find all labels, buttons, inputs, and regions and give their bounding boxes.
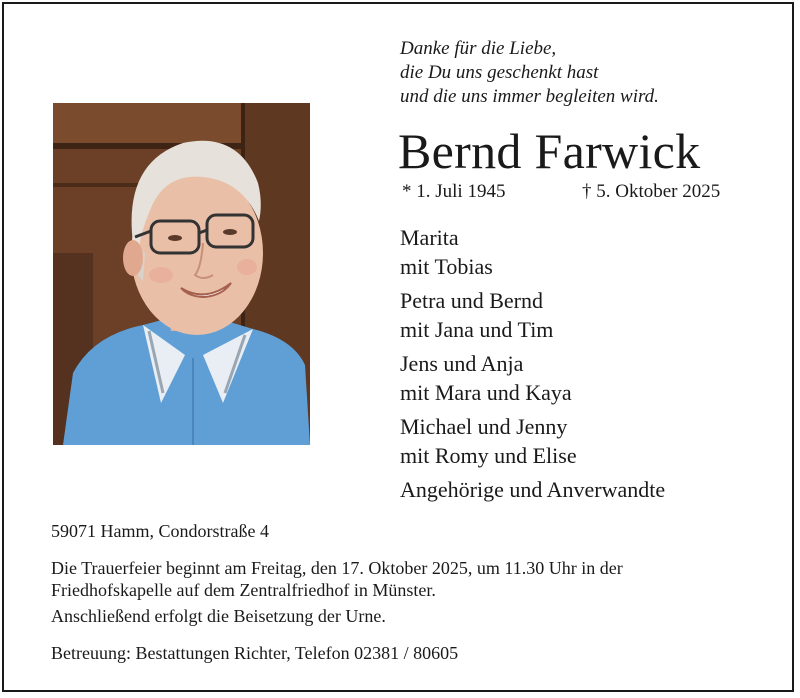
- urn-burial-text: Anschließend erfolgt die Beisetzung der Urne.: [51, 606, 386, 626]
- family-address: 59071 Hamm, Condorstraße 4: [51, 521, 269, 541]
- family-group: [400, 476, 665, 505]
- family-group: [400, 287, 665, 344]
- birth-date: * 1. Juli 1945: [402, 181, 506, 202]
- funeral-ceremony-text: [51, 557, 791, 601]
- family-group: [400, 350, 665, 407]
- quote-line: die Du uns geschenkt hast: [400, 62, 599, 83]
- ceremony-line: Die Trauerfeier beginnt am Freitag, den 17. Oktober 2025, um 11.30 Uhr in der: [51, 558, 623, 578]
- family-line: Angehörige und Anverwandte: [400, 477, 666, 502]
- family-line: Michael und Jenny: [400, 414, 568, 439]
- portrait-photo: [53, 103, 310, 445]
- obituary-notice: [2, 2, 794, 692]
- death-date: † 5. Oktober 2025: [582, 181, 721, 202]
- quote-line: Danke für die Liebe,: [400, 38, 557, 59]
- family-group: [400, 224, 665, 281]
- family-line: mit Tobias: [400, 253, 493, 279]
- family-line: Petra und Bernd: [400, 288, 543, 313]
- ceremony-line: Friedhofskapelle auf dem Zentralfriedhof in Münster.: [51, 580, 436, 600]
- deceased-name: Bernd Farwick: [398, 123, 701, 179]
- family-line: Marita: [400, 225, 459, 250]
- family-line: mit Mara und Kaya: [400, 379, 572, 405]
- family-line: mit Jana und Tim: [400, 316, 554, 342]
- family-group: [400, 413, 665, 470]
- memorial-quote: [400, 37, 659, 109]
- family-list: [400, 224, 665, 511]
- funeral-home-text: Betreuung: Bestattungen Richter, Telefon 02381 / 80605: [51, 643, 459, 663]
- family-line: mit Romy und Elise: [400, 442, 577, 468]
- family-line: Jens und Anja: [400, 351, 524, 376]
- quote-line: und die uns immer begleiten wird.: [400, 86, 659, 107]
